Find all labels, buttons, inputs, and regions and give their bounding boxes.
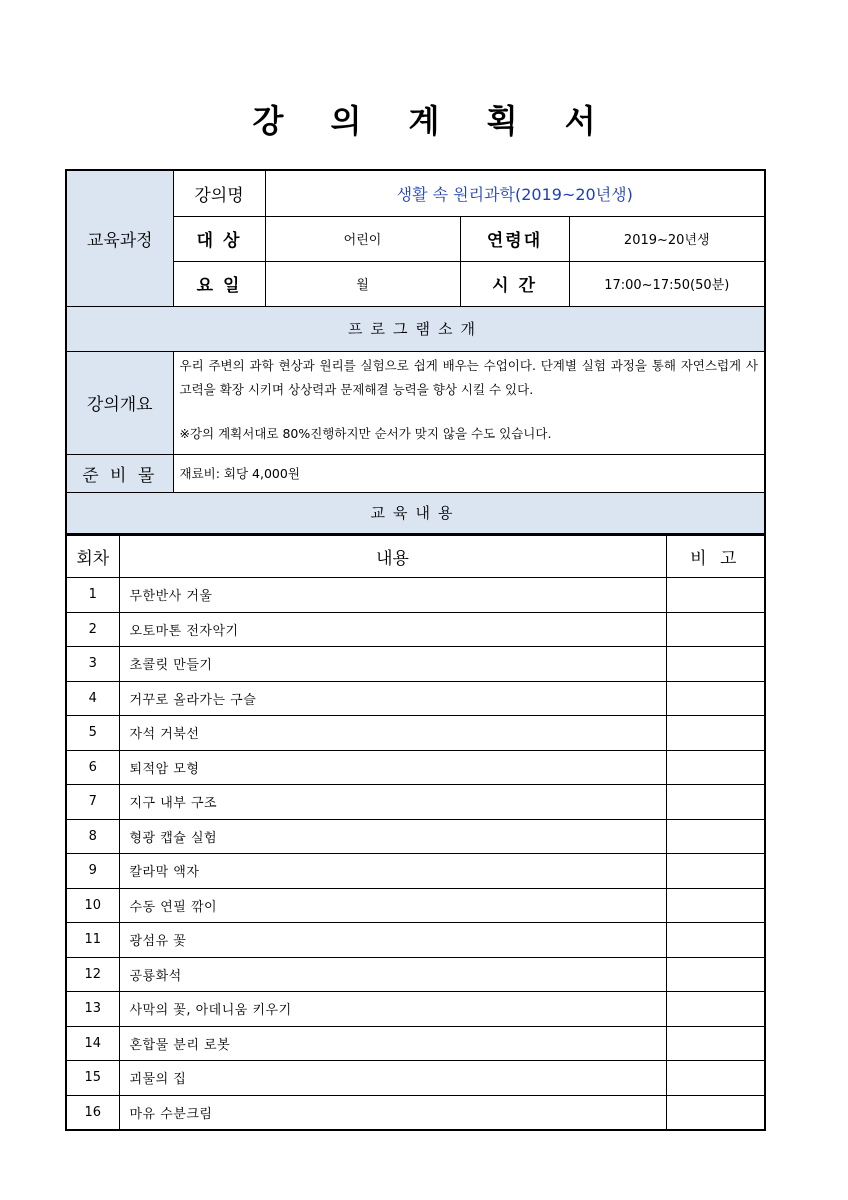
session-note <box>666 1095 765 1130</box>
table-row <box>66 923 765 958</box>
target-value: 어린이 <box>265 216 460 261</box>
session-note <box>666 1061 765 1096</box>
schedule-rows <box>66 578 765 1130</box>
session-note <box>666 854 765 889</box>
session-content: 무한반사 거울 <box>119 578 666 613</box>
table-row <box>66 681 765 716</box>
session-note <box>666 785 765 820</box>
table-row <box>66 957 765 992</box>
session-content: 괴물의 집 <box>119 1061 666 1096</box>
session-note <box>666 578 765 613</box>
session-number: 11 <box>66 923 119 958</box>
session-number: 3 <box>66 647 119 682</box>
note-column-header: 비 고 <box>666 536 765 578</box>
session-note <box>666 819 765 854</box>
overview-label: 강의개요 <box>66 351 173 454</box>
session-note <box>666 1026 765 1061</box>
session-number: 14 <box>66 1026 119 1061</box>
course-name-label: 강의명 <box>173 170 265 216</box>
session-content: 광섬유 꽃 <box>119 923 666 958</box>
content-header: 교육내용 <box>66 492 765 534</box>
session-note <box>666 888 765 923</box>
session-number: 7 <box>66 785 119 820</box>
session-note <box>666 957 765 992</box>
session-content: 퇴적암 모형 <box>119 750 666 785</box>
session-content: 혼합물 분리 로봇 <box>119 1026 666 1061</box>
table-row <box>66 578 765 613</box>
table-row <box>66 1061 765 1096</box>
session-note <box>666 612 765 647</box>
session-note <box>666 647 765 682</box>
session-number: 2 <box>66 612 119 647</box>
session-number: 1 <box>66 578 119 613</box>
session-content: 오토마톤 전자악기 <box>119 612 666 647</box>
course-section-label: 교육과정 <box>66 170 173 306</box>
session-content: 수동 연필 깎이 <box>119 888 666 923</box>
session-note <box>666 992 765 1027</box>
materials-label: 준 비 물 <box>66 454 173 492</box>
table-row <box>66 992 765 1027</box>
course-name-value: 생활 속 원리과학(2019~20년생) <box>265 170 765 216</box>
content-column-header: 내용 <box>119 536 666 578</box>
session-note <box>666 750 765 785</box>
table-row <box>66 785 765 820</box>
session-content: 칼라막 액자 <box>119 854 666 889</box>
table-row <box>66 1095 765 1130</box>
session-number: 15 <box>66 1061 119 1096</box>
time-value: 17:00~17:50(50분) <box>569 261 765 306</box>
session-content: 사막의 꽃, 아데니움 키우기 <box>119 992 666 1027</box>
table-row <box>66 612 765 647</box>
program-intro-header: 프로그램소개 <box>66 306 765 351</box>
age-label: 연령대 <box>460 216 569 261</box>
session-number: 4 <box>66 681 119 716</box>
session-content: 마유 수분크림 <box>119 1095 666 1130</box>
table-row <box>66 888 765 923</box>
session-content: 거꾸로 올라가는 구슬 <box>119 681 666 716</box>
session-content: 자석 거북선 <box>119 716 666 751</box>
session-note <box>666 681 765 716</box>
session-note <box>666 923 765 958</box>
session-content: 형광 캡슐 실험 <box>119 819 666 854</box>
session-content: 초콜릿 만들기 <box>119 647 666 682</box>
day-value: 월 <box>265 261 460 306</box>
session-number: 8 <box>66 819 119 854</box>
session-number: 9 <box>66 854 119 889</box>
session-number: 10 <box>66 888 119 923</box>
table-row <box>66 819 765 854</box>
table-row <box>66 1026 765 1061</box>
session-number: 6 <box>66 750 119 785</box>
table-row <box>66 647 765 682</box>
age-value: 2019~20년생 <box>569 216 765 261</box>
table-row <box>66 750 765 785</box>
session-number: 12 <box>66 957 119 992</box>
document-title: 강 의 계 획 서 <box>252 102 614 140</box>
overview-text: 우리 주변의 과학 현상과 원리를 실험으로 쉽게 배우는 수업이다. 단계별 실험 과정을 통해 자연스럽게 사고력을 확장 시키며 상상력과 문제해결 능력을 향상 시킬 수 있다. <box>179 357 758 397</box>
session-number: 16 <box>66 1095 119 1130</box>
table-row <box>66 716 765 751</box>
table-row <box>66 854 765 889</box>
overview-body <box>173 351 765 454</box>
session-content: 지구 내부 구조 <box>119 785 666 820</box>
session-number: 13 <box>66 992 119 1027</box>
target-label: 대 상 <box>173 216 265 261</box>
schedule-table <box>65 535 766 1131</box>
materials-value: 재료비: 회당 4,000원 <box>173 454 765 492</box>
course-info-table <box>65 169 766 535</box>
session-note <box>666 716 765 751</box>
session-number: 5 <box>66 716 119 751</box>
day-label: 요 일 <box>173 261 265 306</box>
session-content: 공룡화석 <box>119 957 666 992</box>
overview-note: ※강의 계획서대로 80%진행하지만 순서가 맞지 않을 수도 있습니다. <box>179 425 552 441</box>
session-column-header: 회차 <box>66 536 119 578</box>
time-label: 시 간 <box>460 261 569 306</box>
